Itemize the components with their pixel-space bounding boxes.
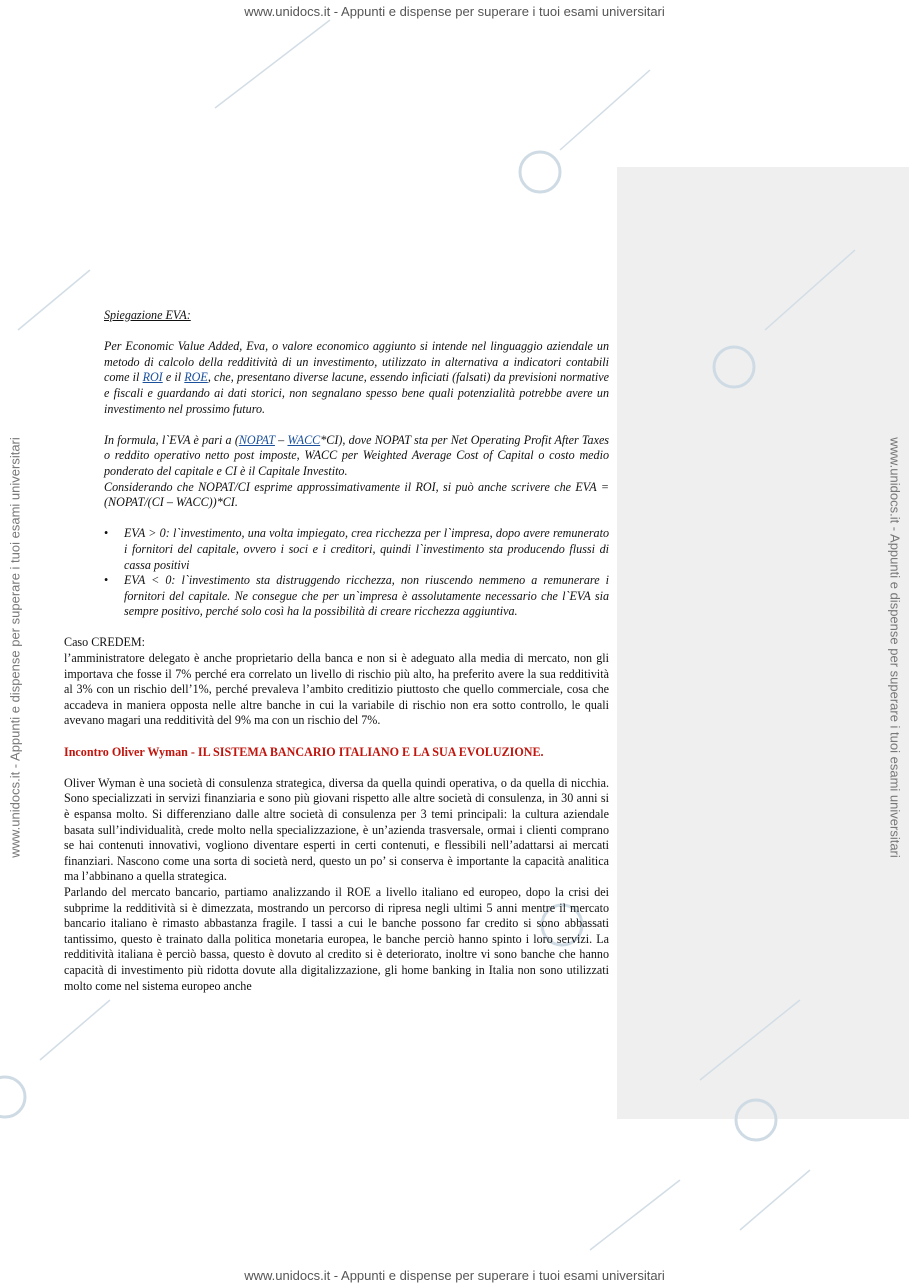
eva-section — [104, 308, 609, 620]
watermark-bottom: www.unidocs.it - Appunti e dispense per superare i tuoi esami universitari — [244, 1268, 665, 1283]
wacc-link[interactable]: WACC — [287, 432, 321, 447]
comment-pane — [617, 167, 909, 1119]
watermark-top: www.unidocs.it - Appunti e dispense per superare i tuoi esami universitari — [244, 4, 665, 19]
eva-paragraph-2: In formula, l`EVA è pari a (NOPAT – WACC*CI), dove NOPAT sta per Net Operating Profit After Taxes o reddito operativo netto post imposte, WACC per Weighted Average Cost of Capital o costo medio ponderato del capitale e CI è il Capitale Investito. — [104, 432, 610, 478]
list-item: • EVA < 0: l`investimento sta distruggendo ricchezza, non riuscendo nemmeno a remunerare i fornitori del capitale. Ne consegue che per un`impresa è assolutamente necessario che l`EVA sia sempre positivo, perché solo così ha la possibilità di creare ricchezza aggiuntiva. — [104, 573, 609, 619]
wyman-paragraph-1: Oliver Wyman è una società di consulenza strategica, diversa da quella quindi operativa, o da quella di nicchia. Sono specializzati in servizi finanziaria e sono più giovani rispetto alle altre società di consulenza, in 30 anni si è espansa molto. Si differenziano dalle altre società di consulenza per 3 temi principali: la cultura aziendale basata sull’individualità, crede molto nella specializzazione, è un’azienda trasversale, ormai i clienti comprano se hai contenuti innovativi, vogliono diventare esperti in certi contenuti, e flessibili nell’adattarsi ai mercati finanziari. Nascono come una sorta di società nerd, questo un po’ si conserva è importante la capacità analitica ma l’abbinano a quella strategica. — [64, 775, 609, 884]
eva-bullet-list — [104, 526, 609, 620]
watermark-right: www.unidocs.it - Appunti e dispense per superare i tuoi esami universitari — [887, 437, 903, 858]
wyman-paragraph-2: Parlando del mercato bancario, partiamo analizzando il ROE a livello italiano ed europeo, dopo la crisi dei subprime la redditività si è dimezzata, mostrando un percorso di ripresa negli ultimi 5 anni mentre il mercato bancario italiano è rimasto abbastanza fragile. I tassi a cui le banche possono far credito si sono abbassati tantissimo, questo è trainato dalla politica monetaria europea, le banche perciò hanno spinto i loro servizi. La redditività italiana è perciò bassa, questo è dovuto al credito si è deteriorato, inoltre vi sono banche che hanno capacità di investimento più ridotta dovute alla digitalizzazione, gli home banking in Italia non sono utilizzati molto come nel sistema europeo anche — [64, 884, 609, 993]
wyman-heading: Incontro Oliver Wyman - IL SISTEMA BANCARIO ITALIANO E LA SUA EVOLUZIONE. — [64, 744, 544, 759]
document-body — [64, 308, 609, 994]
nopat-link[interactable]: NOPAT — [238, 432, 275, 447]
watermark-left: www.unidocs.it - Appunti e dispense per superare i tuoi esami universitari — [7, 437, 23, 858]
bullet-icon: • — [104, 573, 109, 588]
eva-heading: Spiegazione EVA: — [104, 308, 191, 322]
unidocs-logo-icon — [0, 1077, 25, 1117]
credem-paragraph: l’amministratore delegato è anche proprietario della banca e non si è adeguato alla media di mercato, non gli importava che fosse il 7% perché era correlato un livello di rischio più alto, ha preferito avere la sua redditività al 3% con un rischio dell’1%, perché prevaleva l’ambito creditizio piuttosto che quello commerciale, cosa che accadeva in maniera opposta nelle altre banche in cui la variabile di rischio non era sotto controllo, le quali avevano magari una redditività del 9% ma con un rischio del 7%. — [64, 651, 609, 728]
roi-link[interactable]: ROI — [142, 370, 163, 385]
eva-paragraph-1: Per Economic Value Added, Eva, o valore economico aggiunto si intende nel linguaggio aziendale un metodo di calcolo della redditività di un investimento, utilizzato in alternativa a indicatori contabili come il ROI e il ROE, che, presentano diverse lacune, essendo inficiati (falsati) da previsioni normative e fiscali e guardando ai dati storici, non segnalano spesso bene quali potenzialità potrebbe avere un investimento nel prossimo futuro. — [104, 339, 609, 416]
bullet-icon: • — [104, 526, 109, 541]
eva-paragraph-3: Considerando che NOPAT/CI esprime approssimativamente il ROI, si può anche scrivere che EVA = (NOPAT/(CI – WACC))*CI. — [104, 479, 609, 510]
unidocs-logo-icon — [520, 152, 560, 192]
list-item: • EVA > 0: l`investimento, una volta impiegato, crea ricchezza per l`impresa, dopo avere remunerato i fornitori del capitale, ovvero i soci e i creditori, quindi l`investimento sta producendo flussi di cassa positivi — [104, 526, 609, 572]
credem-title: Caso CREDEM: — [64, 635, 145, 650]
roe-link[interactable]: ROE — [184, 370, 208, 385]
